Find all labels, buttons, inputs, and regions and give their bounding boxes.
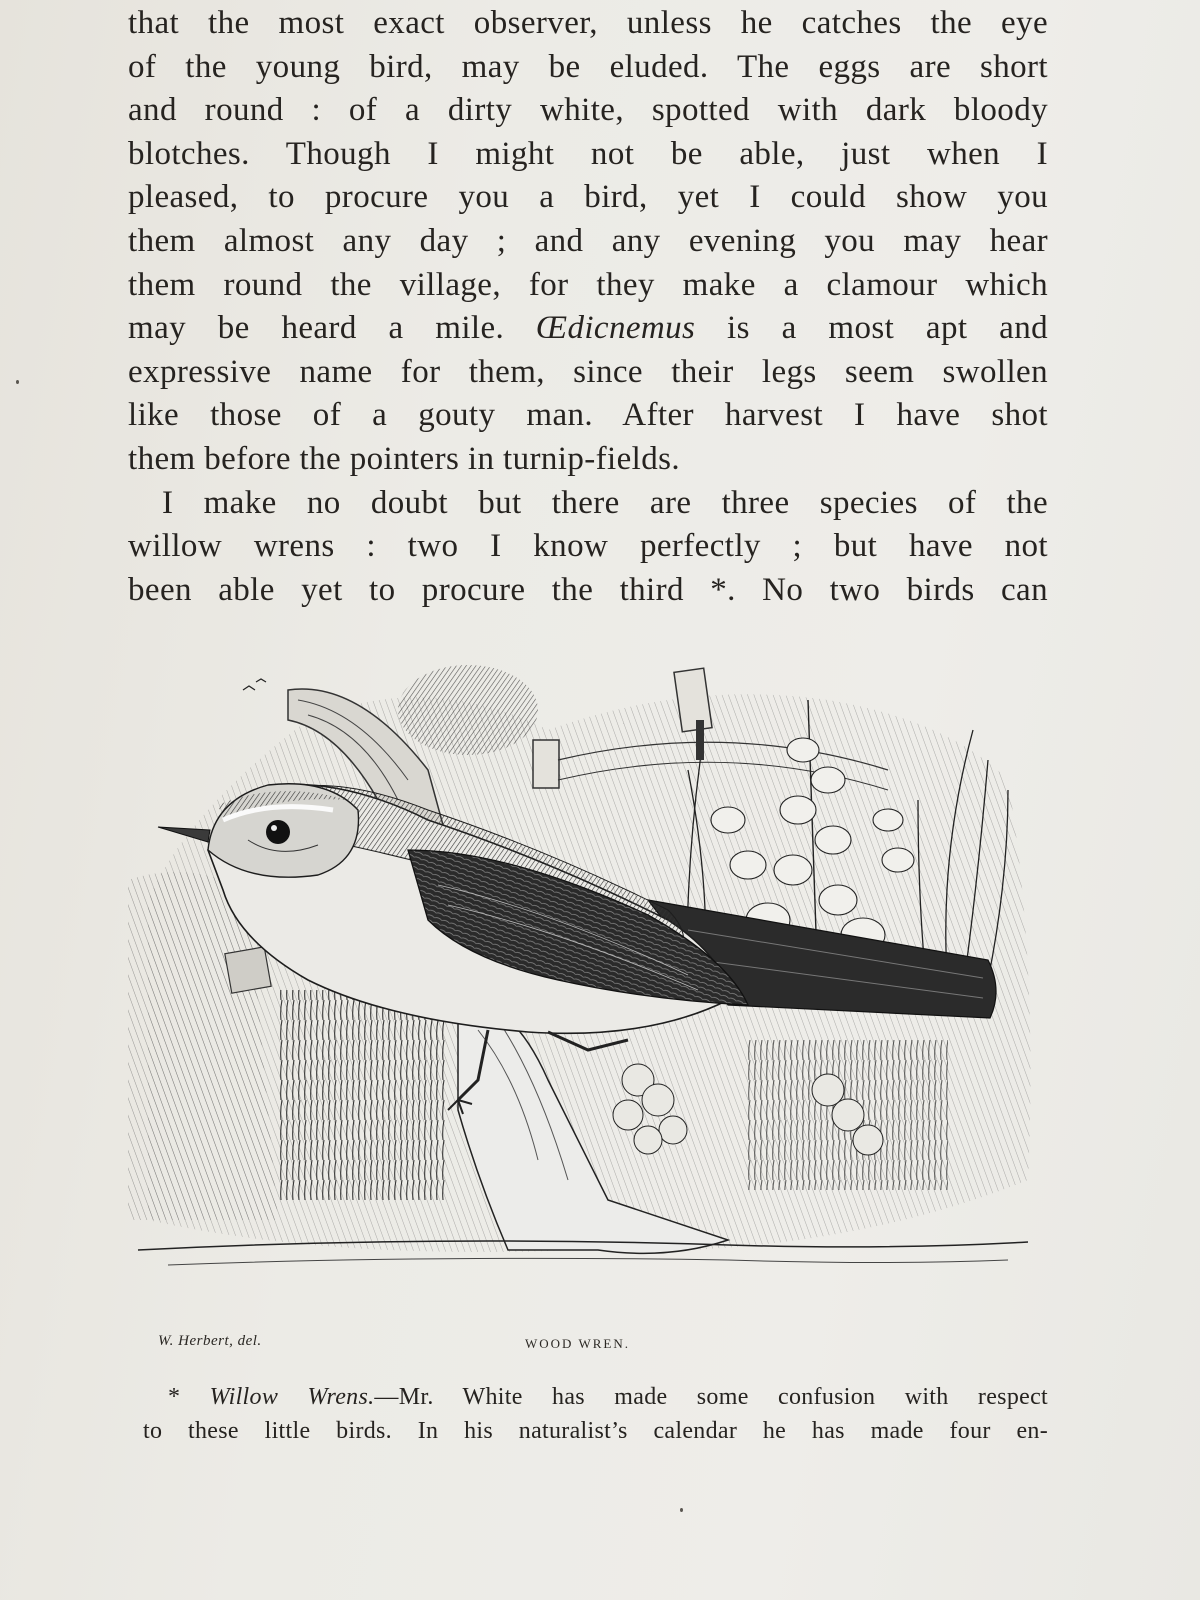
engraving-image <box>128 660 1048 1320</box>
text-line-mixed <box>128 307 1048 351</box>
italic-term: Œdicnemus <box>535 310 696 347</box>
footnote-term: Willow Wrens. <box>209 1384 375 1410</box>
footnote-marker: * <box>168 1384 210 1410</box>
text-line: of the young bird, may be eluded. The eggs are short <box>128 48 1048 85</box>
text-line: them round the village, for they make a clamour which <box>128 266 1048 303</box>
text-line: been able yet to procure the third *. No two birds can <box>128 571 1048 608</box>
text-line: willow wrens : two I know perfectly ; but have not <box>128 528 1048 565</box>
text-line: them almost any day ; and any evening you may hear <box>128 222 1048 259</box>
text-line: expressive name for them, since their legs seem swollen <box>128 353 1048 390</box>
paper-speck <box>16 380 19 384</box>
footnote-line <box>143 1380 1048 1414</box>
text-segment: is a most apt and <box>727 310 1049 347</box>
paper-speck <box>680 1508 683 1512</box>
body-text <box>128 2 1048 612</box>
text-line: them before the pointers in turnip-fields. <box>128 440 680 477</box>
figure-caption: WOOD WREN. <box>525 1336 630 1351</box>
text-line: blotches. Though I might not be able, just when I <box>128 135 1048 172</box>
text-line: and round : of a dirty white, spotted with dark bloody <box>128 92 1048 129</box>
paragraph-start-line: I make no doubt but there are three species of the <box>162 484 1048 521</box>
text-line: that the most exact observer, unless he catches the eye <box>128 5 1048 41</box>
text-line: pleased, to procure you a bird, yet I could show you <box>128 179 1048 216</box>
text-line: like those of a gouty man. After harvest I have shot <box>128 397 1048 434</box>
footnote-line: to these little birds. In his naturalist’s calendar he has made four en- <box>143 1418 1048 1444</box>
footnote <box>143 1380 1048 1448</box>
wood-wren-illustration <box>128 660 1048 1320</box>
text-segment: may be heard a mile. <box>128 310 505 347</box>
illustration-credit: W. Herbert, del. <box>158 1333 262 1349</box>
footnote-text: —Mr. White has made some confusion with respect <box>374 1384 1048 1410</box>
